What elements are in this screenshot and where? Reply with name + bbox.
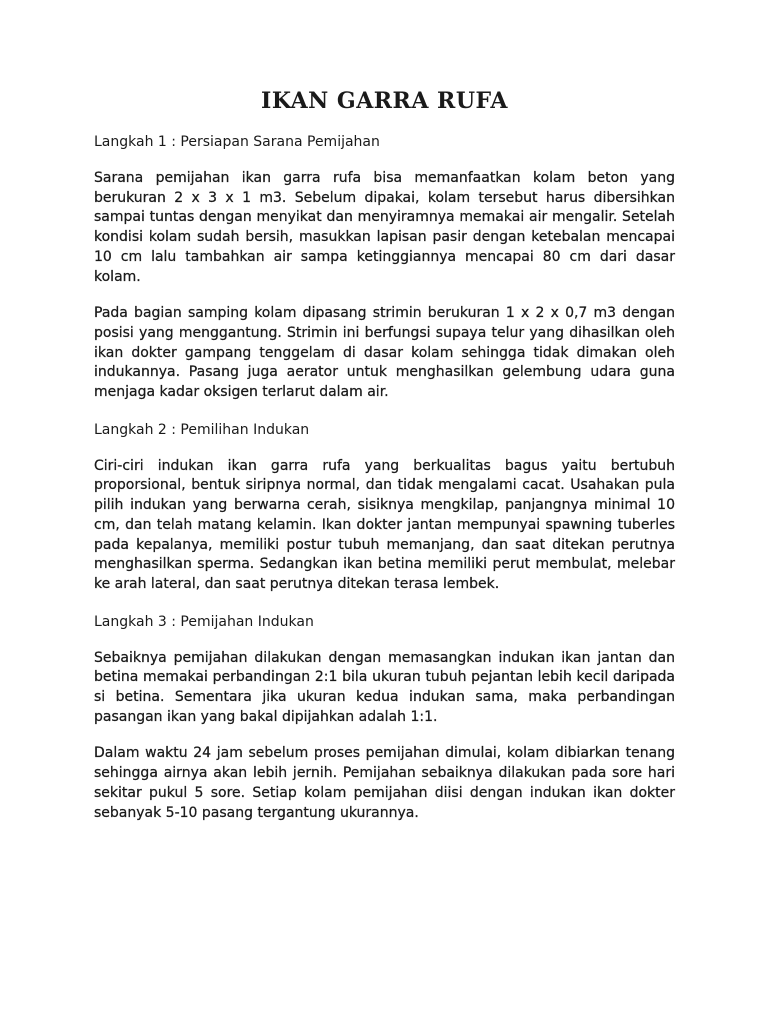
step-2-heading: Langkah 2 : Pemilihan Indukan xyxy=(94,421,310,438)
document-title: IKAN GARRA RUFA xyxy=(261,88,508,114)
step-3-heading: Langkah 3 : Pemijahan Indukan xyxy=(94,613,314,630)
document-body xyxy=(94,86,675,840)
step-3-paragraph-2: Dalam waktu 24 jam sebelum proses pemijahan dimulai, kolam dibiarkan tenang sehingga airnya akan lebih jernih. Pemijahan sebaiknya dilakukan pada sore hari sekitar pukul 5 sore. Setiap kolam pemijahan diisi dengan indukan ikan dokter sebanyak 5-10 pasang tergantung ukurannya. xyxy=(94,745,675,821)
step-1-paragraph-1: Sarana pemijahan ikan garra rufa bisa memanfaatkan kolam beton yang berukuran 2 x 3 x 1 m3. Sebelum dipakai, kolam tersebut harus dibersihkan sampai tuntas dengan menyikat dan menyiramnya memakai air mengalir. Setelah kondisi kolam sudah bersih, masukkan lapisan pasir dengan ketebalan mencapai 10 cm lalu tambahkan air sampa ketinggiannya mencapai 80 cm dari dasar kolam. xyxy=(94,170,675,285)
step-3-paragraph-1: Sebaiknya pemijahan dilakukan dengan memasangkan indukan ikan jantan dan betina memakai perbandingan 2:1 bila ukuran tubuh pejantan lebih kecil daripada si betina. Sementara jika ukuran kedua indukan sama, maka perbandingan pasangan ikan yang bakal dipijahkan adalah 1:1. xyxy=(94,649,675,725)
step-1-paragraph-2: Pada bagian samping kolam dipasang strimin berukuran 1 x 2 x 0,7 m3 dengan posisi yang menggantung. Strimin ini berfungsi supaya telur yang dihasilkan oleh ikan dokter gampang tenggelam di dasar kolam sehingga tidak dimakan oleh indukannya. Pasang juga aerator untuk menghasilkan gelembung udara guna menjaga kadar oksigen terlarut dalam air. xyxy=(94,305,675,401)
step-2-paragraph-1: Ciri-ciri indukan ikan garra rufa yang berkualitas bagus yaitu bertubuh proporsional, bentuk siripnya normal, dan tidak mengalami cacat. Usahakan pula pilih indukan yang berwarna cerah, sisiknya mengkilap, panjangnya minimal 10 cm, dan telah matang kelamin. Ikan dokter jantan mempunyai spawning tuberles pada kepalanya, memiliki postur tubuh memanjang, dan saat ditekan perutnya menghasilkan sperma. Sedangkan ikan betina memiliki perut membulat, melebar ke arah lateral, dan saat perutnya ditekan terasa lembek. xyxy=(94,457,675,592)
step-1-heading: Langkah 1 : Persiapan Sarana Pemijahan xyxy=(94,134,380,150)
